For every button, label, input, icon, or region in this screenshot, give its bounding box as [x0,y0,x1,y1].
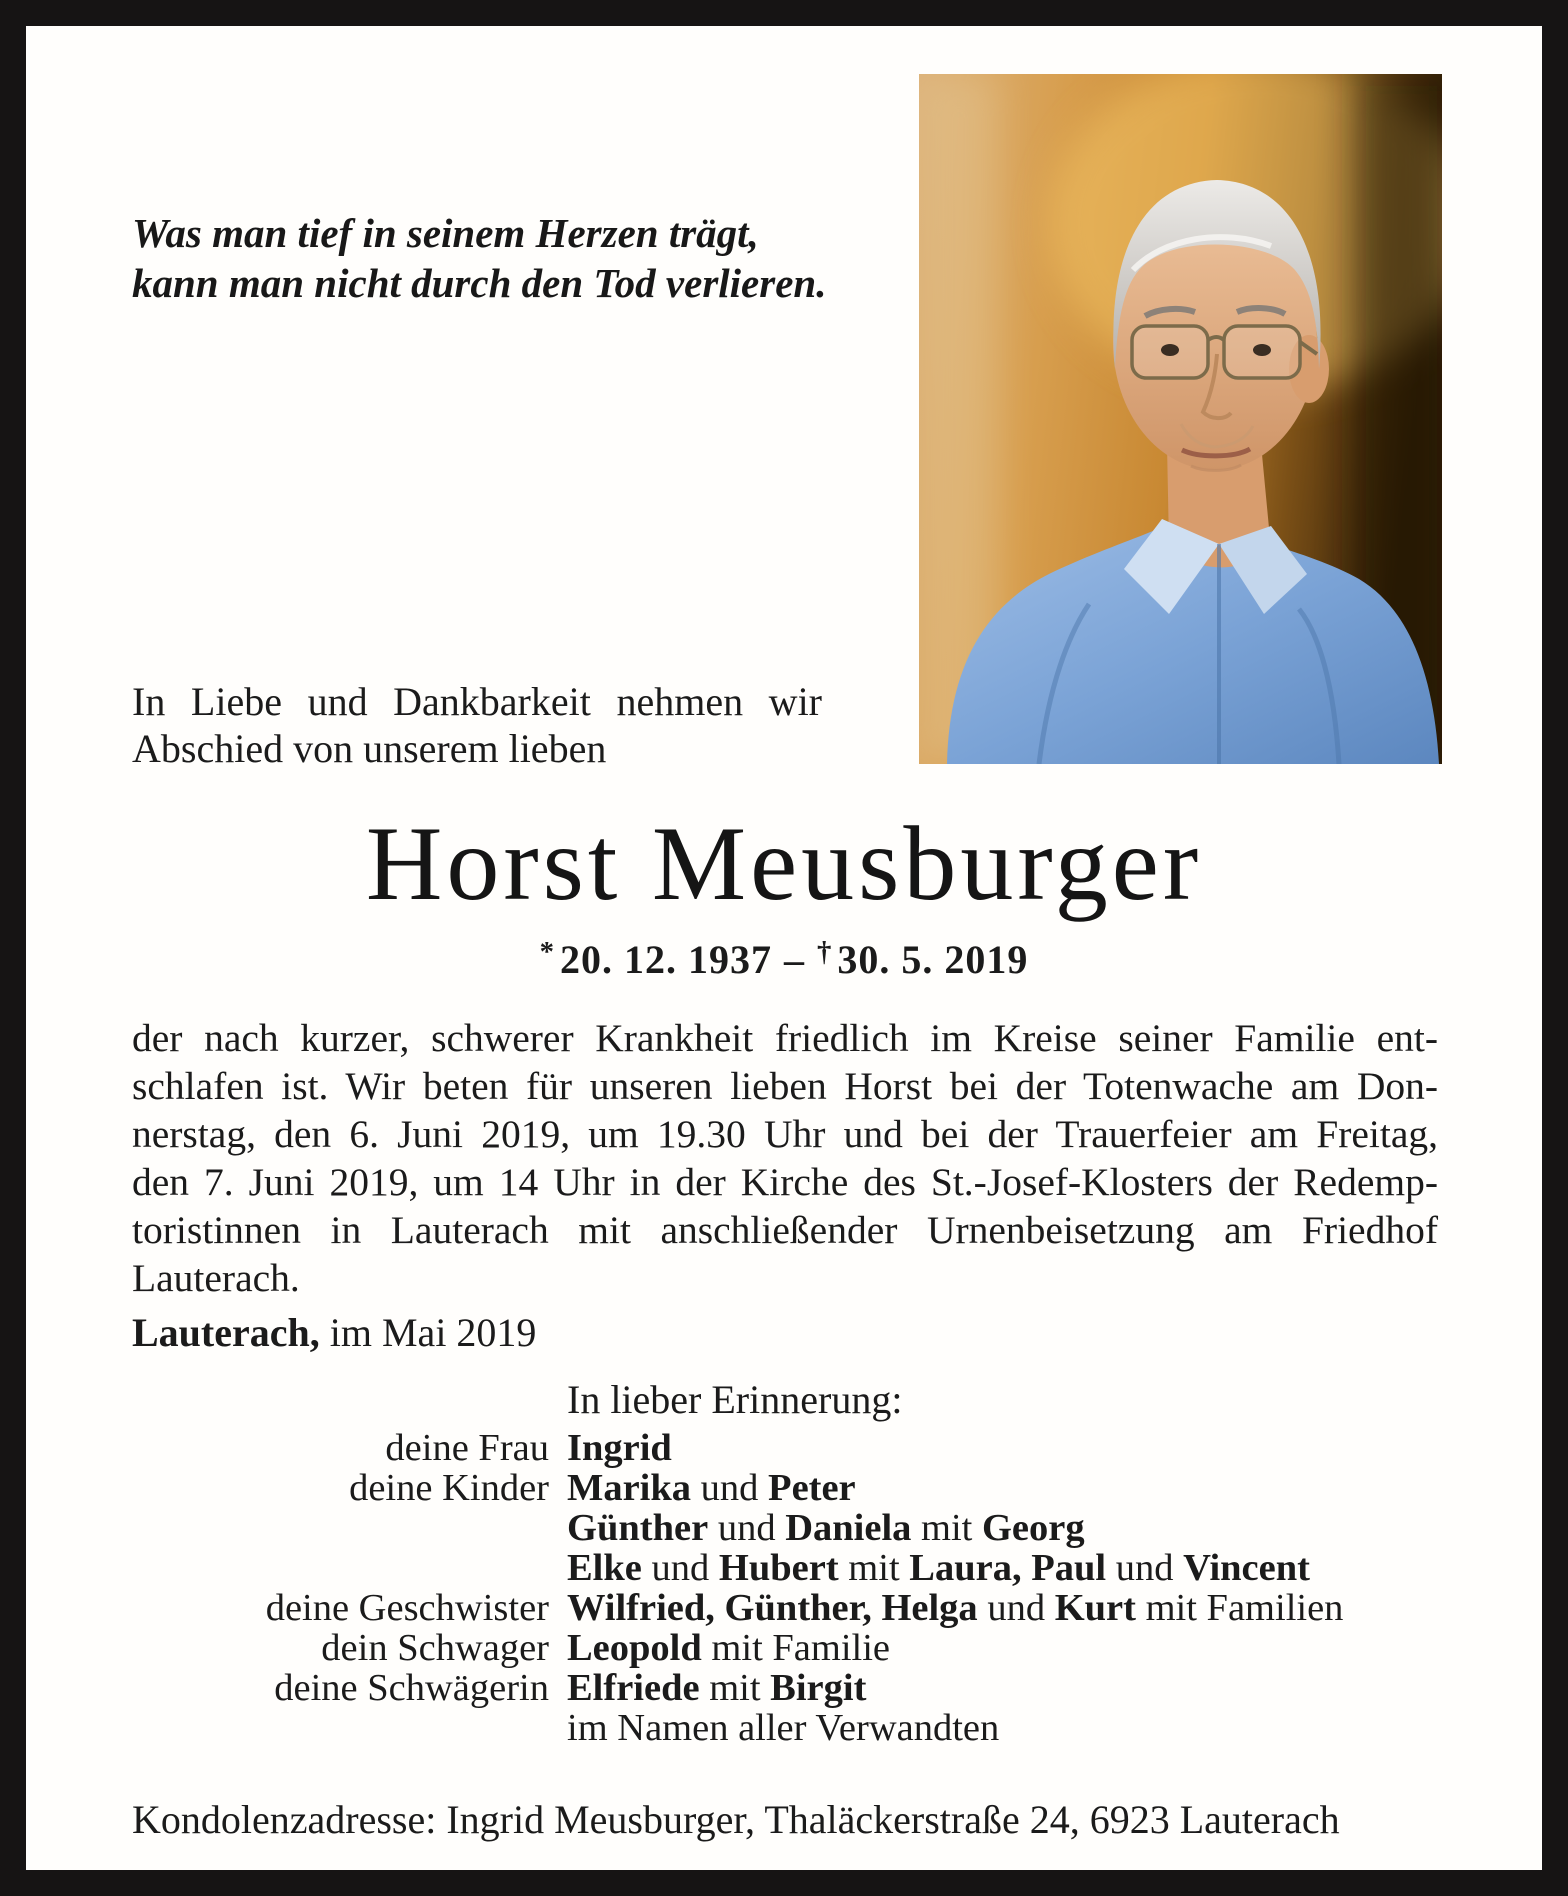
family-connector-text: mit [699,1667,771,1709]
family-row [132,1508,1492,1548]
deceased-name: Horst Meusburger [365,805,1203,922]
announcement-line: Lauterach. [132,1256,300,1300]
family-names [567,1668,1492,1708]
family-names [567,1588,1492,1628]
family-relation-label: deine Geschwister [265,1587,549,1629]
family-names [567,1468,1492,1508]
family-relation-label [132,1508,549,1548]
death-date: 30. 5. 2019 [837,937,1029,983]
quote-line-1: Was man tief in seinem Herzen trägt, [132,210,759,256]
family-member-name: Vincent [1183,1547,1310,1589]
family-connector-text: im Namen aller Verwandten [567,1707,1000,1749]
family-connector-text: mit Familien [1135,1587,1344,1629]
portrait-photo [919,74,1442,764]
family-connector-text: und [708,1507,786,1549]
family-member-name: Hubert [718,1547,839,1589]
death-cross-symbol: † [817,936,833,968]
announcement-line: den 7. Juni 2019, um 14 Uhr in der Kirche des St.-Josef-Klosters der Redemp- [132,1160,1438,1204]
life-dates [26,936,1542,983]
family-member-name: Wilfried, Günther, Helga [567,1587,978,1629]
intro-line-2: Abschied von unserem lieben [132,726,607,771]
family-row [132,1428,1492,1468]
family-member-name: Laura, Paul [909,1547,1107,1589]
family-member-name: Birgit [770,1667,867,1709]
family-member-name: Leopold [567,1627,702,1669]
announcement-line: schlafen ist. Wir beten für unseren lieben Horst bei der Totenwache am Don- [132,1064,1438,1108]
family-names [567,1548,1492,1588]
family-names [567,1628,1492,1668]
quote-line-2: kann man nicht durch den Tod verlieren. [132,260,827,306]
family-list [132,1428,1492,1748]
family-relation-label: dein Schwager [321,1627,549,1669]
family-names [567,1708,1492,1748]
family-connector-text: mit [911,1507,982,1549]
family-relation-label: deine Schwägerin [274,1667,549,1709]
family-member-name: Kurt [1054,1587,1136,1629]
family-connector-text: und [691,1467,769,1509]
intro-text [132,678,822,772]
family-member-name: Marika [567,1467,692,1509]
announcement-line: toristinnen in Lauterach mit anschließender Urnenbeisetzung am Friedhof [132,1208,1438,1252]
family-connector-text: mit [838,1547,910,1589]
condolence-address-line: Kondolenzadresse: Ingrid Meusburger, Thaläckerstraße 24, 6923 Lauterach [132,1797,1340,1842]
dates-separator: – [784,937,805,983]
family-relation-label: deine Kinder [349,1467,549,1509]
memorial-quote [132,208,826,308]
remembrance-heading: In lieber Erinnerung: [567,1377,903,1422]
dateline [132,1309,536,1356]
family-member-name: Georg [981,1507,1085,1549]
family-connector-text: mit Familie [701,1627,891,1669]
family-row [132,1628,1492,1668]
family-row [132,1668,1492,1708]
announcement-line: nerstag, den 6. Juni 2019, um 19.30 Uhr und bei der Trauerfeier am Freitag, [132,1112,1438,1156]
family-member-name: Elfriede [567,1667,700,1709]
family-names [567,1508,1492,1548]
family-relation-label [132,1708,549,1748]
family-member-name: Ingrid [567,1427,672,1469]
dateline-place: Lauterach, [132,1310,320,1355]
family-connector-text: und [1106,1547,1184,1589]
deceased-name-block [26,805,1542,983]
dateline-date: im Mai 2019 [319,1310,537,1355]
family-member-name: Daniela [785,1507,912,1549]
birth-date: 20. 12. 1937 [560,937,772,983]
family-member-name: Elke [567,1547,642,1589]
family-row [132,1468,1492,1508]
family-member-name: Peter [768,1467,856,1509]
family-relation-label: deine Frau [385,1427,549,1469]
family-row [132,1708,1492,1748]
intro-line-1: In Liebe und Dankbarkeit nehmen wir [132,679,822,724]
portrait-illustration [919,74,1442,764]
family-relation-label [132,1548,549,1588]
family-member-name: Günther [567,1507,709,1549]
family-connector-text: und [641,1547,719,1589]
birth-star-symbol: * [539,936,555,968]
family-row [132,1548,1492,1588]
family-names [567,1428,1492,1468]
family-connector-text: und [977,1587,1055,1629]
announcement-line: der nach kurzer, schwerer Krankheit friedlich im Kreise seiner Familie ent- [132,1016,1438,1060]
announcement-text [132,1014,1438,1302]
family-row [132,1588,1492,1628]
